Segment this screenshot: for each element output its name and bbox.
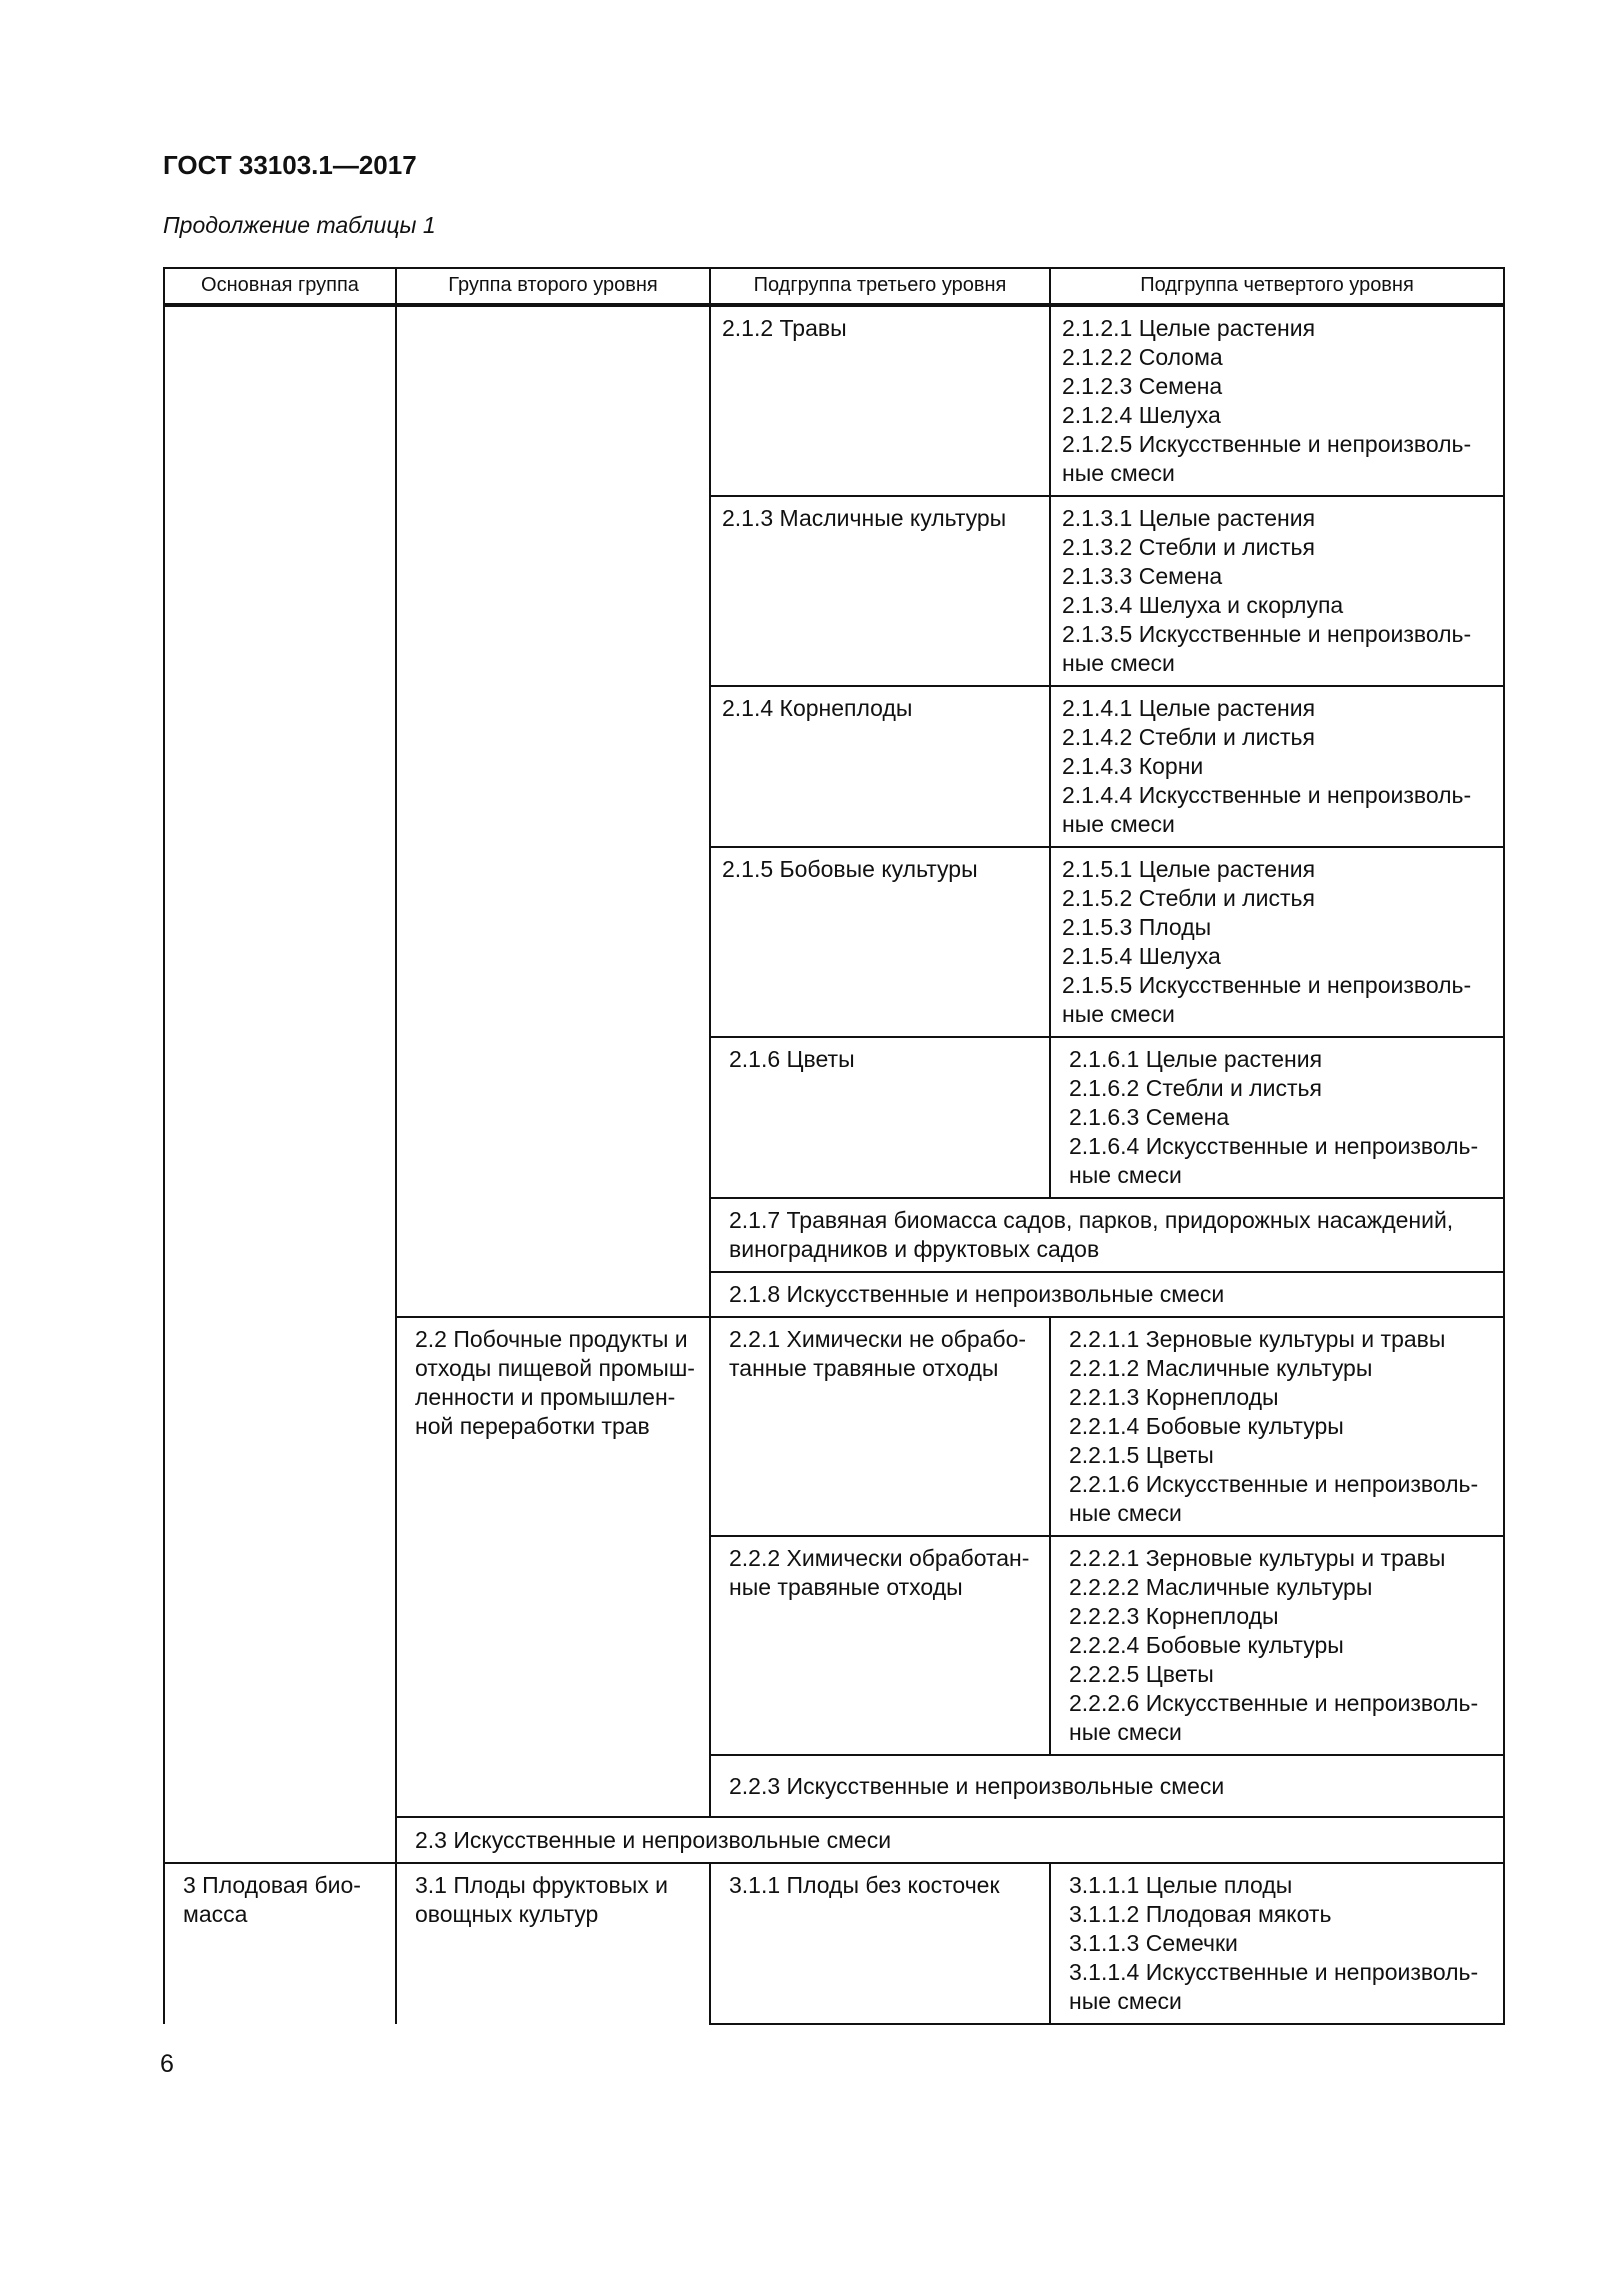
second-level-cell: 2.2 Побочные продукты и отходы пищевой промыш- ленности и промышлен- ной переработки трав bbox=[396, 1317, 710, 1817]
third-level-cell: 2.2.2 Химически обработан- ные травяные отходы bbox=[710, 1536, 1050, 1755]
table-header-row bbox=[164, 268, 1504, 305]
third-level-cell: 2.1.6 Цветы bbox=[710, 1037, 1050, 1198]
fourth-level-cell: 2.2.2.1 Зерновые культуры и травы 2.2.2.2 Масличные культуры 2.2.2.3 Корнеплоды 2.2.2.4 Бобовые культуры 2.2.2.5 Цветы 2.2.2.6 Искусственные и непроизволь- ные смеси bbox=[1050, 1536, 1504, 1755]
merged-third-fourth-cell: 2.2.3 Искусственные и непроизвольные смеси bbox=[710, 1755, 1504, 1817]
classification-table bbox=[163, 267, 1505, 2025]
fourth-level-cell: 3.1.1.1 Целые плоды 3.1.1.2 Плодовая мякоть 3.1.1.3 Семечки 3.1.1.4 Искусственные и непроизволь- ные смеси bbox=[1050, 1863, 1504, 2024]
table-row bbox=[164, 1317, 1504, 1536]
fourth-level-cell: 2.1.4.1 Целые растения 2.1.4.2 Стебли и листья 2.1.4.3 Корни 2.1.4.4 Искусственные и непроизволь- ные смеси bbox=[1050, 686, 1504, 847]
main-group-cell-empty bbox=[164, 1317, 396, 1863]
main-group-cell: 3 Плодовая био- масса bbox=[164, 1863, 396, 2024]
fourth-level-cell: 2.1.6.1 Целые растения 2.1.6.2 Стебли и листья 2.1.6.3 Семена 2.1.6.4 Искусственные и непроизволь- ные смеси bbox=[1050, 1037, 1504, 1198]
third-level-cell: 2.2.1 Химически не обрабо- танные травяные отходы bbox=[710, 1317, 1050, 1536]
main-group-cell-empty bbox=[164, 305, 396, 1317]
fourth-level-cell: 2.1.5.1 Целые растения 2.1.5.2 Стебли и листья 2.1.5.3 Плоды 2.1.5.4 Шелуха 2.1.5.5 Искусственные и непроизволь- ные смеси bbox=[1050, 847, 1504, 1037]
column-header-third-level: Подгруппа третьего уровня bbox=[710, 268, 1050, 305]
third-level-cell: 2.1.3 Масличные культуры bbox=[710, 496, 1050, 686]
table-row bbox=[164, 1863, 1504, 2024]
column-header-fourth-level: Подгруппа четвертого уровня bbox=[1050, 268, 1504, 305]
table-caption: Продолжение таблицы 1 bbox=[163, 212, 436, 238]
merged-second-to-fourth-cell: 2.3 Искусственные и непроизвольные смеси bbox=[396, 1817, 1504, 1863]
document-title: ГОСТ 33103.1—2017 bbox=[163, 150, 417, 180]
third-level-cell: 2.1.5 Бобовые культуры bbox=[710, 847, 1050, 1037]
column-header-main-group: Основная группа bbox=[164, 268, 396, 305]
column-header-second-level: Группа второго уровня bbox=[396, 268, 710, 305]
third-level-cell: 2.1.4 Корнеплоды bbox=[710, 686, 1050, 847]
second-level-cell-empty bbox=[396, 305, 710, 1317]
merged-third-fourth-cell: 2.1.8 Искусственные и непроизвольные смеси bbox=[710, 1272, 1504, 1317]
fourth-level-cell: 2.1.3.1 Целые растения 2.1.3.2 Стебли и листья 2.1.3.3 Семена 2.1.3.4 Шелуха и скорлупа 2.1.3.5 Искусственные и непроизволь- ные смеси bbox=[1050, 496, 1504, 686]
merged-third-fourth-cell: 2.1.7 Травяная биомасса садов, парков, придорожных насаждений, виноградников и фруктовых садов bbox=[710, 1198, 1504, 1272]
fourth-level-cell: 2.1.2.1 Целые растения 2.1.2.2 Солома 2.1.2.3 Семена 2.1.2.4 Шелуха 2.1.2.5 Искусственные и непроизволь- ные смеси bbox=[1050, 305, 1504, 496]
page-number: 6 bbox=[160, 2050, 174, 2078]
third-level-cell: 3.1.1 Плоды без косточек bbox=[710, 1863, 1050, 2024]
second-level-cell: 3.1 Плоды фруктовых и овощных культур bbox=[396, 1863, 710, 2024]
table-row bbox=[164, 305, 1504, 496]
fourth-level-cell: 2.2.1.1 Зерновые культуры и травы 2.2.1.2 Масличные культуры 2.2.1.3 Корнеплоды 2.2.1.4 Бобовые культуры 2.2.1.5 Цветы 2.2.1.6 Искусственные и непроизволь- ные смеси bbox=[1050, 1317, 1504, 1536]
third-level-cell: 2.1.2 Травы bbox=[710, 305, 1050, 496]
